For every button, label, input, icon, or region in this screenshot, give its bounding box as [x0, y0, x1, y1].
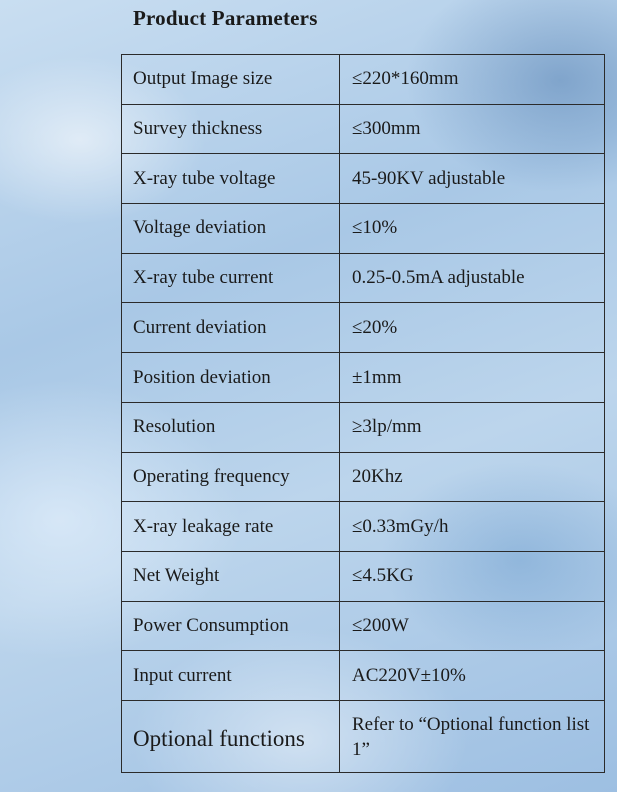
parameter-value: Refer to “Optional function list 1”: [340, 700, 605, 772]
table-row: [122, 154, 605, 204]
parameter-label: Power Consumption: [122, 601, 340, 651]
table-row: [122, 353, 605, 403]
table-row: [122, 651, 605, 701]
table-row: [122, 55, 605, 105]
parameter-value: AC220V±10%: [340, 651, 605, 701]
parameter-label: Net Weight: [122, 551, 340, 601]
parameter-label: Survey thickness: [122, 104, 340, 154]
parameter-value: ≤10%: [340, 204, 605, 254]
parameter-label: Voltage deviation: [122, 204, 340, 254]
table-row: [122, 700, 605, 772]
parameter-label: X-ray tube voltage: [122, 154, 340, 204]
parameter-label: Position deviation: [122, 353, 340, 403]
parameter-label: Resolution: [122, 402, 340, 452]
table-row: [122, 502, 605, 552]
parameter-value: ≤200W: [340, 601, 605, 651]
parameter-value: ≤20%: [340, 303, 605, 353]
parameter-value: ≤300mm: [340, 104, 605, 154]
parameter-value: 0.25-0.5mA adjustable: [340, 253, 605, 303]
page-title: Product Parameters: [133, 6, 318, 30]
table-row: [122, 402, 605, 452]
parameter-value: 20Khz: [340, 452, 605, 502]
table-row: [122, 601, 605, 651]
parameter-label: Output Image size: [122, 55, 340, 105]
parameter-value: ≥3lp/mm: [340, 402, 605, 452]
table-row: [122, 452, 605, 502]
parameter-label: Operating frequency: [122, 452, 340, 502]
table-row: [122, 104, 605, 154]
parameter-value: ≤0.33mGy/h: [340, 502, 605, 552]
table-row: [122, 551, 605, 601]
parameter-label: X-ray tube current: [122, 253, 340, 303]
product-parameters-table: [121, 54, 605, 773]
parameter-label: Current deviation: [122, 303, 340, 353]
parameter-value: ±1mm: [340, 353, 605, 403]
parameter-value: 45-90KV adjustable: [340, 154, 605, 204]
parameter-label: Input current: [122, 651, 340, 701]
table-row: [122, 303, 605, 353]
table-row: [122, 253, 605, 303]
parameter-value: ≤220*160mm: [340, 55, 605, 105]
parameter-value: ≤4.5KG: [340, 551, 605, 601]
parameter-label: X-ray leakage rate: [122, 502, 340, 552]
parameter-label: Optional functions: [122, 700, 340, 772]
table-row: [122, 204, 605, 254]
